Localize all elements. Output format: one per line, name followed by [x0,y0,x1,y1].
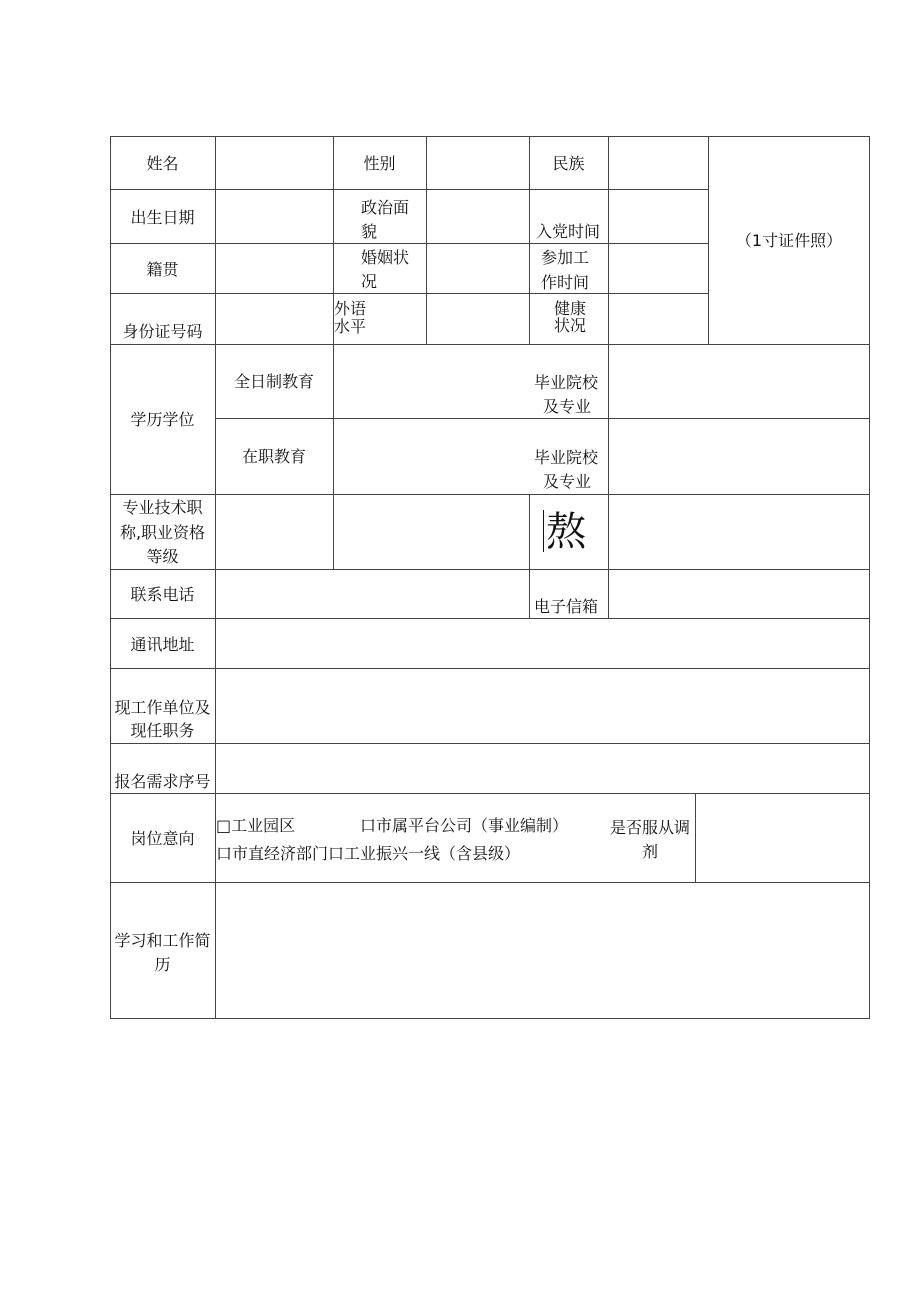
fulltime-education-label: 全日制教育 [233,372,314,391]
native-place-label: 籍贯 [146,260,179,279]
fulltime-graduate-school-field[interactable] [609,345,869,418]
specialty-field[interactable] [609,495,869,569]
inservice-education-label: 在职教育 [241,447,306,466]
marital-status-label-line2: 况 [361,272,378,291]
gender-label: 性别 [363,154,396,173]
phone-field[interactable] [216,570,529,618]
phone-label: 联系电话 [130,585,195,604]
email-label: 电子信箱 [534,597,599,616]
email-field[interactable] [609,570,869,618]
party-join-date-label: 入党时间 [536,222,601,241]
marital-status-field[interactable] [427,244,529,293]
work-start-date-field[interactable] [609,244,708,293]
birth-date-label: 出生日期 [130,208,195,227]
employer-label-line1: 现工作单位及 [114,698,211,717]
professional-title-label-line2: 称,职业资格 [119,523,206,542]
id-number-label: 身份证号码 [122,322,203,341]
cursor-bar [543,510,544,552]
foreign-language-field[interactable] [427,294,529,344]
specialty-glyph: 熬 [546,509,586,555]
party-join-date-field[interactable] [609,190,708,243]
gender-field[interactable] [427,137,529,189]
foreign-language-label-line1: 外语 [334,299,367,318]
marital-status-label-line1: 婚姻状 [361,248,410,267]
professional-title-label-line1: 专业技术职 [122,498,203,517]
health-status-field[interactable] [609,294,708,344]
health-status-label-line2: 状况 [554,316,587,335]
address-label: 通讯地址 [130,635,195,654]
political-status-label-line1: 政治面 [361,198,410,217]
registration-form [110,136,870,1019]
inservice-graduate-school-field[interactable] [609,419,869,494]
intent-option-economic-dept[interactable]: 口市直经济部门口工业振兴一线（含县级） [216,844,521,863]
political-status-label-line2: 貌 [361,222,378,241]
name-field[interactable] [216,137,333,189]
ethnicity-field[interactable] [609,137,708,189]
accept-adjustment-field[interactable] [696,794,869,882]
ethnicity-label: 民族 [552,154,585,173]
health-status-label-line1: 健康 [554,299,587,318]
inservice-education-field[interactable] [334,419,529,494]
accept-adjustment-label-line1: 是否服从调 [609,818,690,837]
accept-adjustment-label-line2: 剂 [641,842,658,861]
table-border-right [869,136,870,1019]
work-start-date-label-line2: 作时间 [541,273,590,292]
inservice-graduate-school-label-line1: 毕业院校 [534,448,599,467]
foreign-language-label-line2: 水平 [334,317,367,336]
fulltime-graduate-school-label-line1: 毕业院校 [534,373,599,392]
resume-label-line1: 学习和工作简 [114,931,211,950]
name-label: 姓名 [146,154,179,173]
birth-date-field[interactable] [216,190,333,243]
employer-field[interactable] [216,669,869,743]
photo-label: （1寸证件照） [735,231,843,250]
education-label: 学历学位 [130,410,195,429]
work-start-date-label-line1: 参加工 [541,248,590,267]
demand-number-field[interactable] [216,744,869,793]
professional-title-label-line3: 等级 [146,547,179,566]
id-number-field[interactable] [216,294,333,344]
professional-title-field[interactable] [216,495,529,569]
native-place-field[interactable] [216,244,333,293]
table-border-bottom [110,1018,870,1019]
employer-label-line2: 现任职务 [130,721,195,740]
political-status-field[interactable] [427,190,529,243]
fulltime-education-field[interactable] [334,345,529,418]
fulltime-graduate-school-label-line2: 及专业 [543,397,592,416]
intent-option-industrial-park[interactable]: □工业园区 [216,816,296,835]
demand-number-label: 报名需求序号 [114,772,211,791]
col-divider [529,494,530,618]
intent-option-platform-company[interactable]: 口市属平台公司（事业编制） [360,816,569,835]
resume-label-line2: 历 [154,955,171,974]
inservice-graduate-school-label-line2: 及专业 [543,472,592,491]
address-field[interactable] [216,619,869,668]
position-intent-label: 岗位意向 [130,829,195,848]
resume-field[interactable] [216,883,869,1018]
